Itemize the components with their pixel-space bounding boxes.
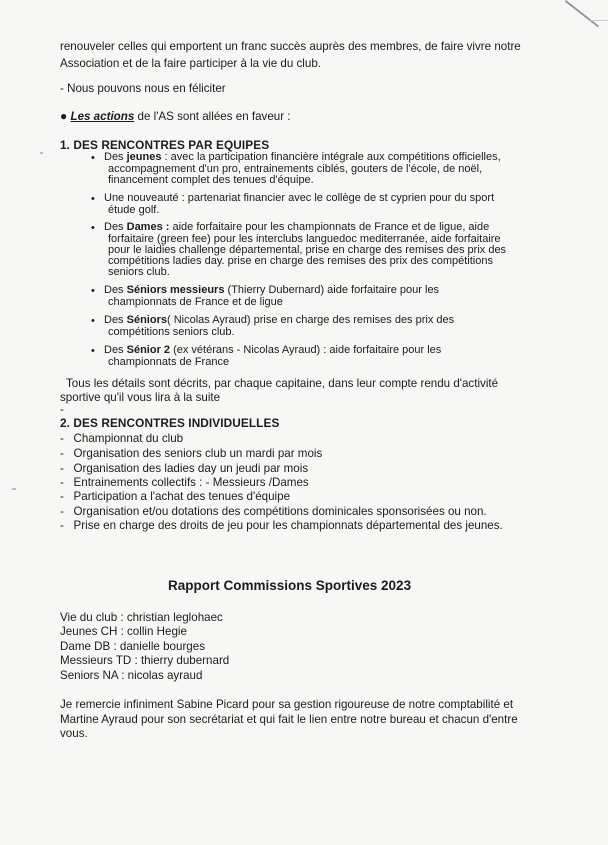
list-item: Des Sénior 2 (ex vétérans - Nicolas Ayraud) : aide forfaitaire pour les xyxy=(104,344,442,356)
member-line: Vie du club : christian leglohaec xyxy=(60,611,223,624)
list-item-continuation: pour le laidies challenge départemental, prise en charge des remises des prix des xyxy=(108,244,507,256)
section2-title: 2. DES RENCONTRES INDIVIDUELLES xyxy=(60,416,280,430)
list-item: Des Dames : aide forfaitaire pour les championnats de France et de ligue, aide xyxy=(104,221,490,233)
thanks-line: vous. xyxy=(60,727,88,740)
list-item: Une nouveauté : partenariat financier avec le collège de st cyprien pour du sport xyxy=(104,192,495,204)
rapport-title: Rapport Commissions Sportives 2023 xyxy=(168,578,412,593)
member-line: Messieurs TD : thierry dubernard xyxy=(60,654,230,667)
actions-rest: de l'AS sont allées en faveur : xyxy=(134,110,291,123)
list-item-continuation: championnats de France et de ligue xyxy=(108,296,283,308)
scan-speck xyxy=(12,488,16,490)
list-item: Des jeunes : avec la participation financière intégrale aux compétitions officielles, xyxy=(104,151,501,163)
list-item: - Participation a l'achat des tenues d'équipe xyxy=(60,490,291,503)
list-item-continuation: seniors club. xyxy=(108,266,170,278)
scan-speck xyxy=(40,152,43,154)
member-line: Jeunes CH : collin Hegie xyxy=(60,625,187,638)
actions-label: Les actions xyxy=(70,110,135,123)
intro-line-2: Association et de la faire participer à la vie du club. xyxy=(60,57,322,70)
list-item: - Organisation des seniors club un mardi par mois xyxy=(60,447,323,460)
list-bullet: • xyxy=(91,152,95,164)
list-bullet: • xyxy=(91,315,95,327)
list-item-continuation: étude golf. xyxy=(108,204,160,216)
list-item: - Prise en charge des droits de jeu pour les championnats départemental des jeunes. xyxy=(60,519,503,532)
list-bullet: • xyxy=(91,222,95,234)
list-item: - Organisation des ladies day un jeudi par mois xyxy=(60,462,309,475)
member-line: Dame DB : danielle bourges xyxy=(60,640,206,653)
intro-line-1: renouveler celles qui emportent un franc succès auprès des membres, de faire vivre notre xyxy=(60,40,521,53)
separator-dash: - xyxy=(60,403,64,416)
section1-title: 1. DES RENCONTRES PAR EQUIPES xyxy=(60,138,270,152)
details-line-2: sportive qu'il vous lira à la suite xyxy=(60,391,221,404)
list-item: Des Séniors( Nicolas Ayraud) prise en charge des remises des prix des xyxy=(104,314,455,326)
scan-edge-mark xyxy=(590,20,608,21)
list-bullet: • xyxy=(91,285,95,297)
felicitation-line: - Nous pouvons nous en féliciter xyxy=(60,82,226,95)
actions-bullet: ● xyxy=(60,109,68,123)
list-bullet: • xyxy=(91,345,95,357)
list-item-continuation: championnats de France xyxy=(108,356,230,368)
thanks-line: Martine Ayraud pour son secrétariat et qui fait le lien entre notre bureau et chacun d'entre xyxy=(60,713,518,726)
list-item-continuation: forfaitaire (green fee) pour les interclubs languedoc mediterranée, aide forfaitaire xyxy=(108,233,501,245)
thanks-line: Je remercie infiniment Sabine Picard pour sa gestion rigoureuse de notre comptabilité et xyxy=(60,698,514,711)
list-item: - Championnat du club xyxy=(60,432,184,445)
member-line: Seniors NA : nicolas ayraud xyxy=(60,669,203,682)
scan-corner-mark xyxy=(565,0,599,27)
list-item: Des Séniors messieurs (Thierry Dubernard) aide forfaitaire pour les xyxy=(104,284,440,296)
list-bullet: • xyxy=(91,193,95,205)
list-item: - Organisation et/ou dotations des compétitions dominicales sponsorisées ou non. xyxy=(60,505,487,518)
list-item-continuation: financement complet des tenues d'équipe. xyxy=(108,174,314,186)
list-item-continuation: compétitions seniors club. xyxy=(108,326,235,338)
list-item-continuation: compétitions ladies day. prise en charge des remises des prix des compétitions xyxy=(108,255,493,267)
list-item-continuation: accompagnement d'un pro, entrainements ciblés, gouters de l'école, de noël, xyxy=(108,163,483,175)
actions-line xyxy=(60,110,291,123)
details-line-1: Tous les détails sont décrits, par chaque capitaine, dans leur compte rendu d'activité xyxy=(66,377,499,390)
list-item: - Entrainements collectifs : - Messieurs /Dames xyxy=(60,476,309,489)
